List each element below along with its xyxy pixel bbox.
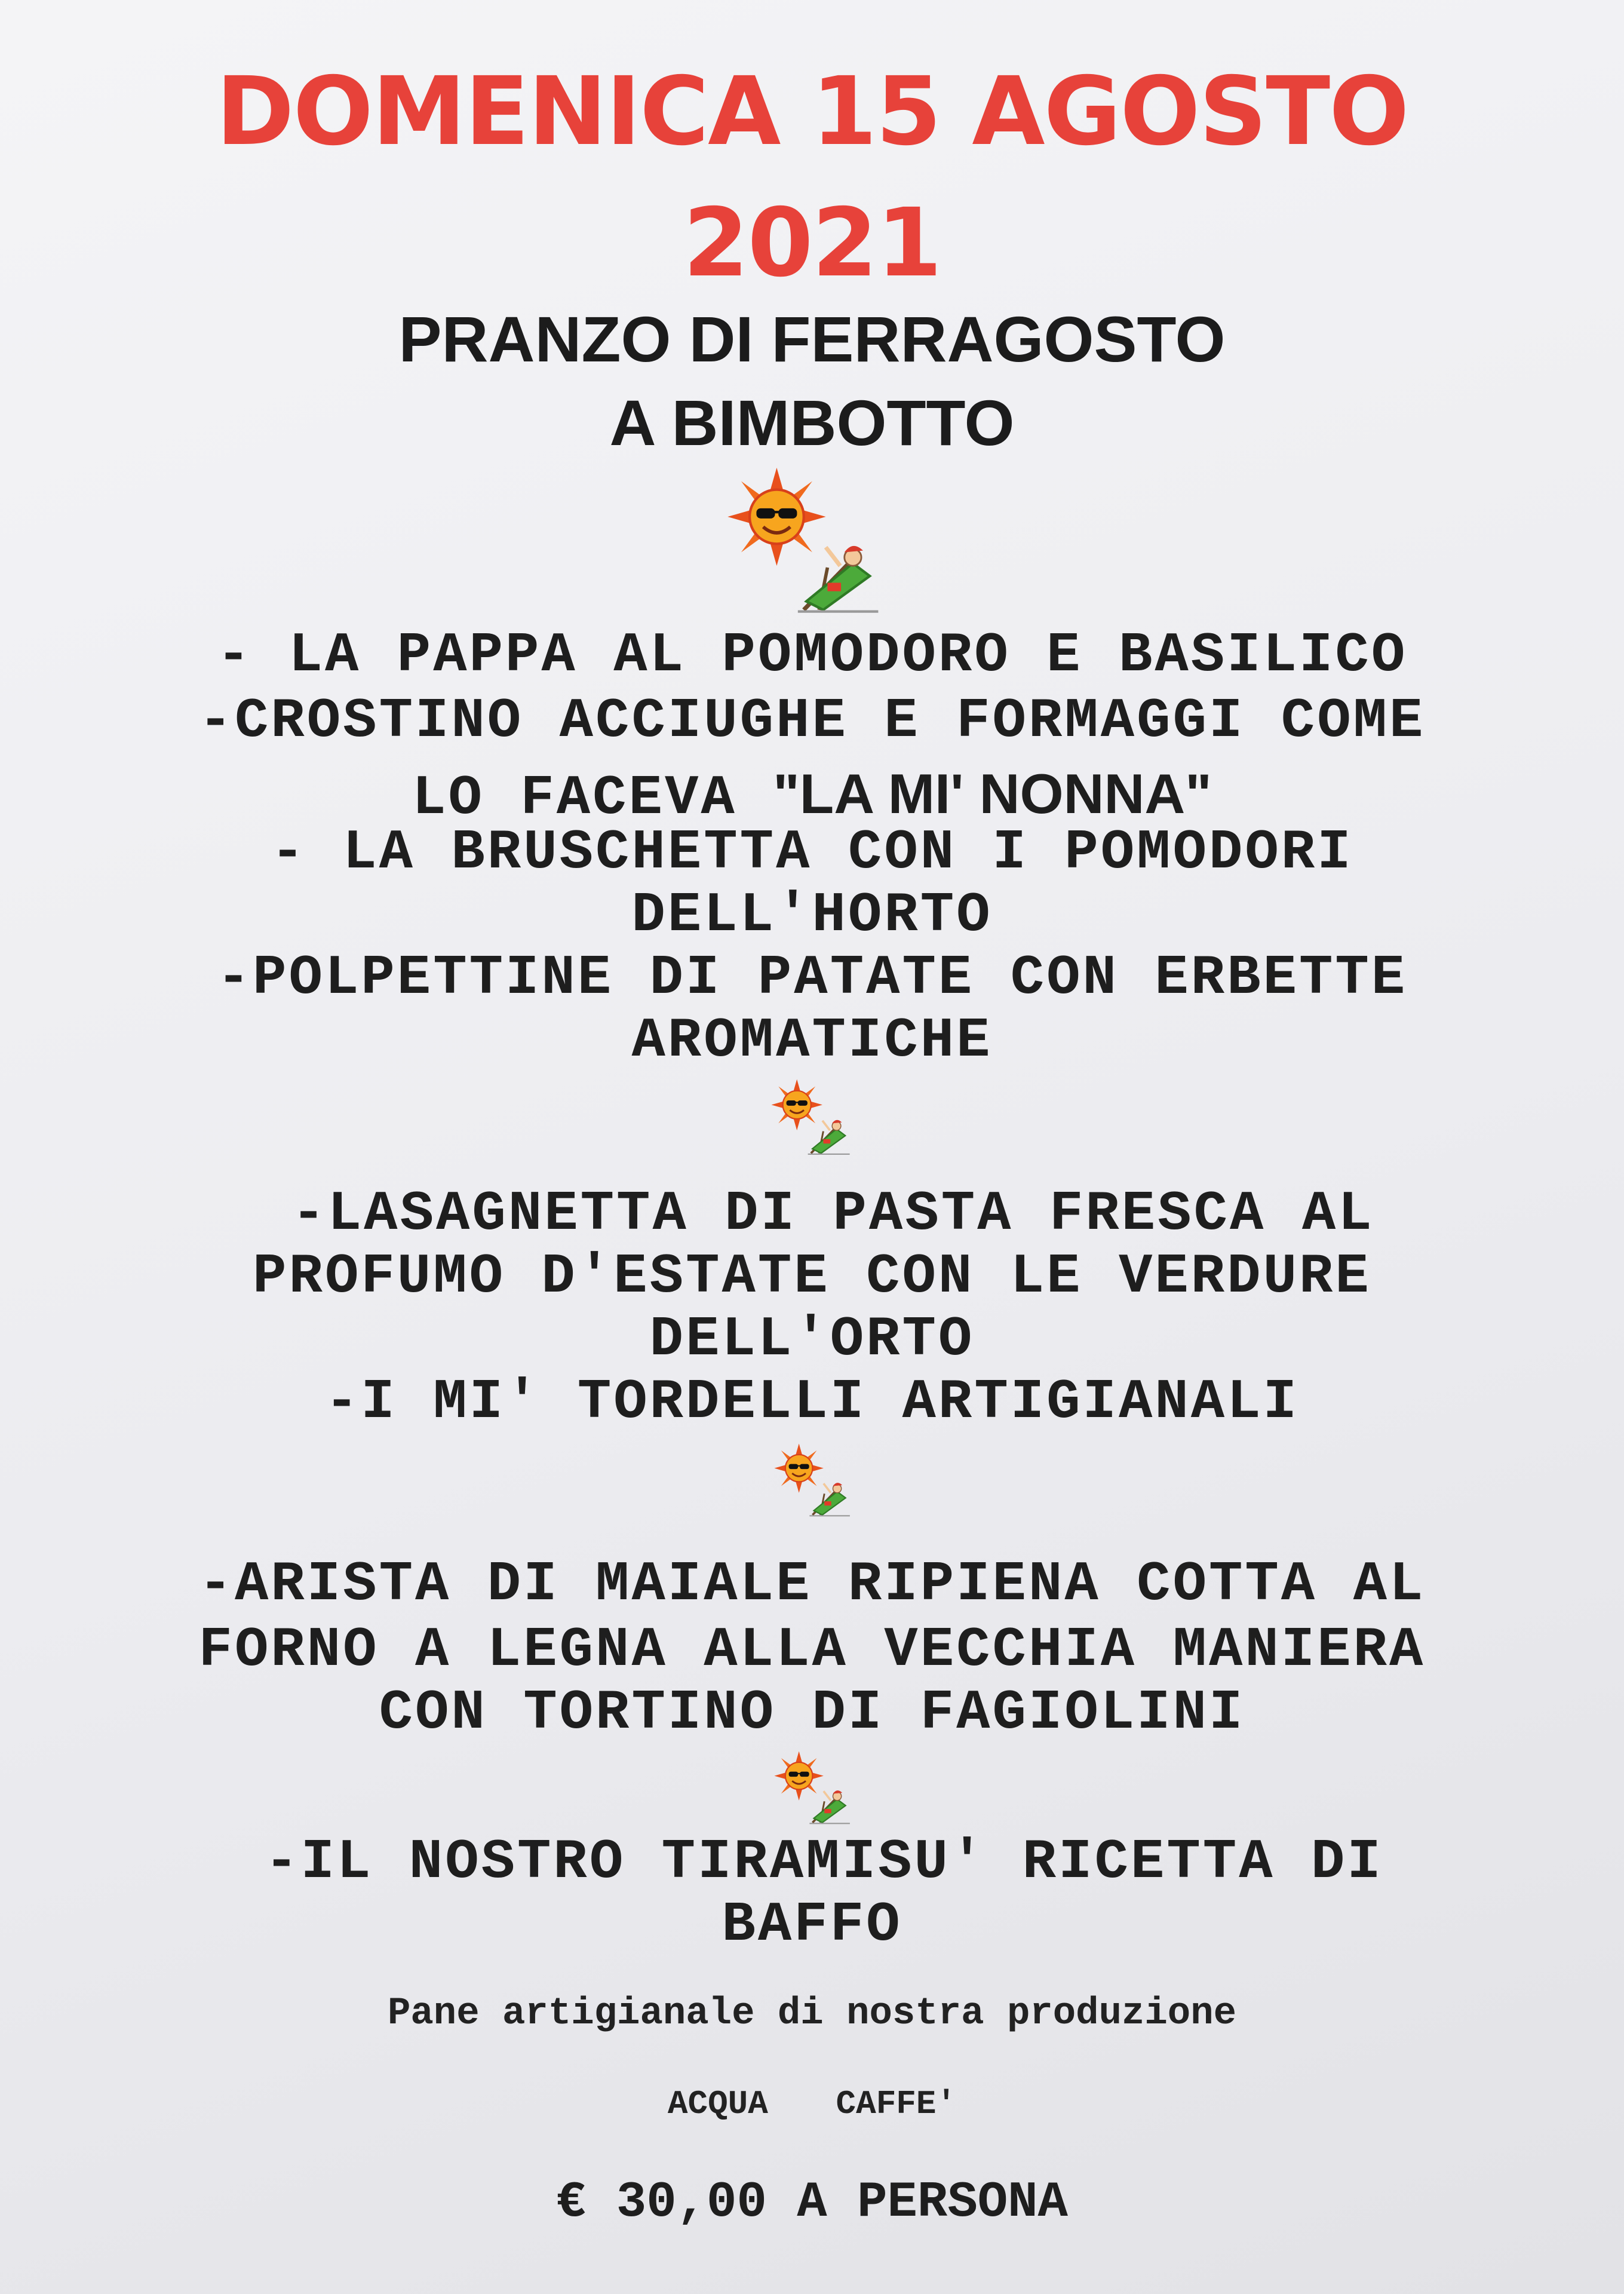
menu-item-tiramisu: -IL NOSTRO TIRAMISU' RICETTA DI (265, 1831, 1383, 1894)
menu-item-bruschetta: - LA BRUSCHETTA CON I POMODORI (271, 821, 1353, 885)
menu-item-lasagnetta: -LASAGNETTA DI PASTA FRESCA AL (291, 1183, 1374, 1246)
event-year-title: 2021 (683, 188, 941, 298)
menu-item-arista-cont: FORNO A LEGNA ALLA VECCHIA MANIERA (198, 1619, 1426, 1682)
menu-item-polpettine-cont: AROMATICHE (631, 1010, 993, 1073)
bread-note: Pane artigianale di nostra produzione (387, 1992, 1237, 2035)
menu-item-lasagnetta-cont2: DELL'ORTO (649, 1308, 975, 1372)
drinks-note: ACQUA CAFFE' (667, 2085, 957, 2123)
sunbathing-sun-icon (773, 1750, 854, 1827)
sunbathing-sun-icon (726, 466, 887, 618)
event-date-title: DOMENICA 15 AGOSTO (216, 57, 1408, 167)
sunbathing-sun-icon (770, 1078, 854, 1158)
menu-item-arista: -ARISTA DI MAIALE RIPIENA COTTA AL (198, 1553, 1426, 1617)
price-per-person: € 30,00 A PERSONA (556, 2175, 1068, 2231)
menu-item-lasagnetta-cont: PROFUMO D'ESTATE CON LE VERDURE (253, 1246, 1371, 1309)
menu-item-arista-cont2: CON TORTINO DI FAGIOLINI (379, 1682, 1245, 1745)
menu-item-pappa: - LA PAPPA AL POMODORO E BASILICO (216, 624, 1408, 688)
location-subtitle: A BIMBOTTO (609, 387, 1015, 459)
menu-item-tordelli: -I MI' TORDELLI ARTIGIANALI (324, 1371, 1300, 1434)
menu-item-polpettine: -POLPETTINE DI PATATE CON ERBETTE (216, 947, 1408, 1010)
nonna-quote: "LA MI' NONNA" (773, 762, 1212, 825)
menu-item-crostino: -CROSTINO ACCIUGHE E FORMAGGI COME (198, 690, 1426, 753)
lunch-subtitle: PRANZO DI FERRAGOSTO (398, 303, 1226, 375)
menu-item-crostino-cont: LO FACEVA "LA MI' NONNA" (412, 762, 1212, 830)
sunbathing-sun-icon (773, 1443, 854, 1519)
menu-item-bruschetta-cont: DELL'HORTO (631, 884, 993, 947)
menu-item-tiramisu-cont: BAFFO (722, 1894, 902, 1957)
